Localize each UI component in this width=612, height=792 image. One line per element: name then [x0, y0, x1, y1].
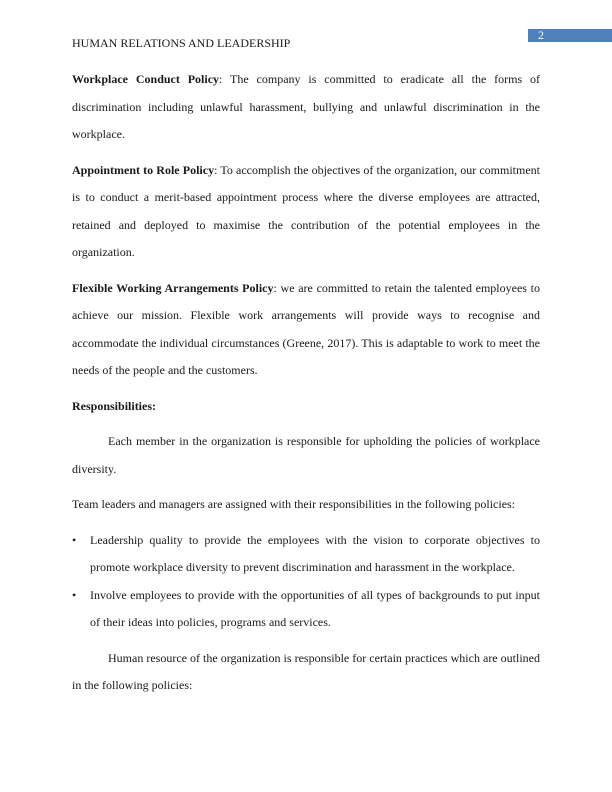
list-item: • Involve employees to provide with the opportunities of all types of backgrounds to put input of their ideas into policies, programs and services.	[72, 582, 540, 637]
policy-label: Flexible Working Arrangements Policy	[72, 280, 274, 295]
page-number: 2	[538, 28, 544, 42]
hr-paragraph: Human resource of the organization is responsible for certain practices which are outlined in the following policies:	[72, 650, 540, 692]
policy-label: Workplace Conduct Policy	[72, 72, 220, 86]
bullet-icon: •	[72, 532, 77, 547]
responsibilities-heading: Responsibilities:	[72, 398, 157, 413]
appointment-paragraph: Appointment to Role Policy: To accomplish the objectives of the organization, our commitment is to conduct a merit-based appointment process where the diverse employees are attracted, retained and deployed to maximise the contribution of the potential employees in the organization.	[72, 162, 541, 259]
running-head: HUMAN RELATIONS AND LEADERSHIP	[72, 36, 291, 50]
workplace-conduct-paragraph: Workplace Conduct Policy: The company is committed to eradicate all the forms of discrimination including unlawful harassment, bullying and unlawful discrimination in the workplace.	[72, 72, 540, 141]
document-body	[72, 66, 540, 708]
responsibility-list	[72, 527, 540, 637]
flexible-working-paragraph: Flexible Working Arrangements Policy: we are committed to retain the talented employees to achieve our mission. Flexible work arrangements will provide ways to recognise and accommodate the individual circumstances (Greene, 2017). This is adaptable to work to meet the needs of the people and the customers.	[72, 280, 540, 377]
member-responsibility-paragraph: Each member in the organization is responsible for upholding the policies of workplace diversity.	[72, 434, 540, 476]
policy-label: Appointment to Role Policy	[72, 162, 215, 177]
team-leaders-paragraph: Team leaders and managers are assigned with their responsibilities in the following policies:	[72, 497, 516, 511]
page-number-box	[528, 29, 612, 42]
list-item: • Leadership quality to provide the employees with the vision to corporate objectives to promote workplace diversity to prevent discrimination and harassment in the workplace.	[72, 527, 540, 582]
bullet-icon: •	[72, 587, 77, 602]
